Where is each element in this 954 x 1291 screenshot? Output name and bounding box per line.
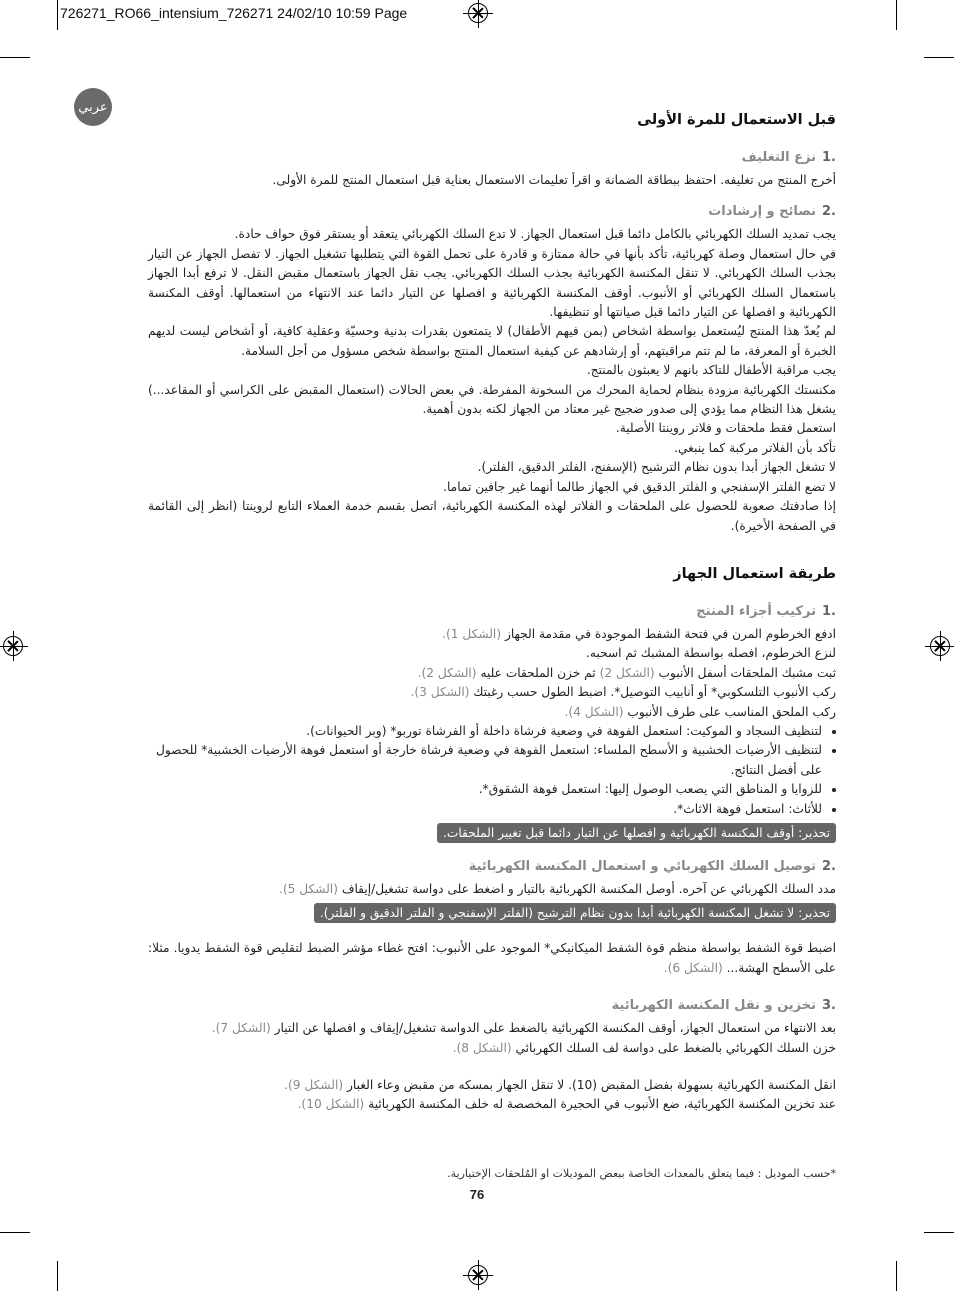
- subsection-heading-connection: .2توصيل السلك الكهربائي و استعمال المكنسة الكهربائية: [468, 858, 836, 874]
- paragraph: ركب الملحق المناسب على طرف الأنبوب (الشكل 4).: [564, 704, 836, 719]
- list-item: • للزوايا و المناطق التي يصعب الوصول إليها: استعمل فوهة الشقوق*.: [148, 780, 822, 799]
- paragraph: يجب مراقبة الأطفال للتاكد بانهم لا يعبثون بالمنتج.: [586, 363, 836, 378]
- paragraph: إذا صادفتك صعوبة للحصول على الملحقات و الفلاتر لهذه المكنسة الكهربائية، اتصل بقسم خدمة العملاء التابع لروينتا (انظر إلى القائمة في الصفحة الأخيرة).: [148, 499, 836, 533]
- crop-mark: [57, 0, 58, 30]
- list-item: • لتنظيف الأرضيات الخشبية و الأسطح الملساء: استعمل الفوهة في وضعية فرشاة خارجة أو استعمل فوهة الأرضيات الخشبية* للحصول على أفضل النتائج.: [148, 741, 822, 780]
- section-title-before-first-use: قبل الاستعمال للمرة الأولى: [637, 112, 836, 128]
- print-header: 726271_RO66_intensium_726271 24/02/10 10:59 Page: [60, 5, 408, 21]
- crop-mark: [57, 1261, 58, 1291]
- paragraph: استعمل فقط ملحقات و فلاتر روينتا الأصلية.: [615, 421, 836, 436]
- paragraph: مدد السلك الكهربائي عن آخره. أوصل المكنسة الكهربائية بالتيار و اضغط على دواسة تشغيل/إيقاف (الشكل 5).: [278, 881, 836, 896]
- paragraph: لا تضع الفلتر الإسفنجي و الفلتر الدقيق في الجهاز طالما أنهما غير جافين تماما.: [443, 479, 836, 494]
- crop-mark: [924, 1232, 954, 1233]
- crop-mark: [0, 57, 30, 58]
- list-item: • لتنظيف السجاد و الموكيت: استعمل الفوهة في وضعية فرشاة داخلة أو الفرشاة توربو* (وبر الحيوانات).: [148, 722, 822, 741]
- footnote: *حسب الموديل : فيما يتعلق بالمعدات الخاصة ببعض الموديلات او المُلحقات الإختيارية.: [447, 1167, 836, 1180]
- paragraph: اضبط قوة الشفط بواسطة منظم قوة الشفط الميكانيكي* الموجود على الأنبوب: افتح غطاء مؤشر الضبط لتقليص قوة الشفط يدويا. مثلا: على الأسطح الهشة... (الشكل 6).: [148, 941, 836, 975]
- page-content: [148, 112, 836, 1115]
- page-number: 76: [469, 1187, 485, 1202]
- language-badge: عربي: [74, 88, 112, 126]
- warning-banner: تحذير: لا تشغل المكنسة الكهربائية أبدا بدون نظام الترشيح (الفلتر الإسفنجي و الفلتر الدقيق و الفلتر).: [314, 903, 836, 923]
- crop-mark: [896, 0, 897, 30]
- paragraph: انقل المكنسة الكهربائية بسهولة بفضل المقبض (10). لا تنقل الجهاز بمسكه من مقبض وعاء الغبار (الشكل 9).: [284, 1078, 836, 1092]
- subsection-heading-storage: .3تخزين و نقل المكنسة الكهربائية: [611, 998, 836, 1014]
- paragraph: خزن السلك الكهربائي بالضغط على دواسة لف السلك الكهربائي (الشكل 8).: [452, 1040, 836, 1055]
- paragraph: مكنستك الكهربائية مزودة بنظام لحماية المحرك من السخونة المفرطة. في بعض الحالات (استعمال المقبض على الكراسي أو المقاعد...) يشغل هذا النظام مما يؤدي إلى صدور ضجيج غير معتاد من الجهاز لكنه بدون أهمية.: [148, 382, 836, 417]
- paragraph: عند تخزين المكنسة الكهربائية، ضع الأنبوب في الحجيرة المخصصة له خلف المكنسة الكهربائية (الشكل 10).: [297, 1097, 836, 1112]
- paragraph: لا تشغل الجهاز أبدا بدون نظام الترشيح (الإسفنج، الفلتر الدقيق، الفلتر).: [477, 460, 836, 475]
- paragraph: أخرج المنتج من تغليفه. احتفظ ببطاقة الضمانة و اقرأ تعليمات الاستعمال بعناية قبل استعمال المنتج للمرة الأولى.: [272, 173, 836, 187]
- registration-mark-right: [930, 636, 950, 656]
- paragraph: ثبت مشبك الملحقات أسفل الأنبوب (الشكل 2) ثم خزن الملحقات عليه (الشكل 2).: [417, 665, 836, 680]
- warning-banner: تحذير: أوقف المكنسة الكهربائية و افصلها عن التيار دائما قبل تغيير الملحقات.: [437, 823, 836, 843]
- section-title-usage: طريقة استعمال الجهاز: [673, 565, 836, 582]
- crop-mark: [896, 1261, 897, 1291]
- subsection-heading-advice: .2نصائح و إرشادات: [708, 204, 836, 220]
- list-item: • للأثاث: استعمل فوهة الاثاث*.: [148, 800, 822, 819]
- paragraph: لنزع الخرطوم، افصله بواسطة المشبك ثم اسحبه.: [586, 646, 836, 661]
- paragraph: لم يُعدّ هذا المنتج ليُستعمل بواسطة اشخاص (بمن فيهم الأطفال) لا يتمتعون بقدرات بدنية وحسيّة وعقلية كافية، أو أشخاص ليست لديهم الخبرة أو المعرفة، ما لم تتم مراقبتهم، أو إرشادهم عن كيفية استعمال المنتج بواسطة شخص مسؤول من أجل السلامة.: [148, 324, 836, 358]
- bullet-list: [148, 722, 836, 819]
- crop-mark: [0, 1232, 30, 1233]
- subsection-heading-unpacking: .1نزع التغليف: [741, 150, 836, 165]
- paragraph: يجب تمديد السلك الكهربائي بالكامل دائما قبل استعمال الجهاز. لا تدع السلك الكهربائي يتعقد أو يستقر فوق حواف حادة.: [234, 227, 836, 242]
- subsection-heading-assembly: .1تركيب أجزاء المنتج: [696, 603, 836, 619]
- registration-mark-left: [3, 636, 23, 656]
- paragraph: ادفع الخرطوم المرن في فتحة الشفط الموجودة في مقدمة الجهاز (الشكل 1).: [442, 626, 836, 641]
- paragraph: ركب الأنبوب التلسكوبي* أو أنابيب التوصيل*. اضبط الطول حسب رغبتك (الشكل 3).: [410, 685, 836, 700]
- paragraph: بعد الانتهاء من استعمال الجهاز، أوقف المكنسة الكهربائية بالضغط على الدواسة تشغيل/إيقاف و افصلها عن التيار (الشكل 7).: [211, 1021, 836, 1036]
- registration-mark-top: [468, 3, 488, 23]
- registration-mark-bottom: [468, 1265, 488, 1285]
- paragraph: تأكد بأن الفلاتر مركبة كما ينبغي.: [674, 440, 836, 455]
- crop-mark: [924, 57, 954, 58]
- paragraph: في حال استعمال وصلة كهربائية، تأكد بأنها في حالة ممتازة و قادرة على تحمل القوة التي يتطلبها تشغيل الجهاز. لا تفصل الجهاز عن التيار بجذب السلك الكهربائي. لا تنقل المكنسة الكهربائية بجذب السلك الكهربائي. يجب نقل الجهاز باستعمال مقبض النقل. لا ترفع أبدا الجهاز باستعمال السلك الكهربائي أو الأنبوب. أوقف المكنسة الكهربائية و افصلها عن التيار دائما عند الانتهاء من استعمالها. أوقف المكنسة الكهربائية و افصلها عن التيار دائما قبل صيانتها أو تنظيفها.: [148, 246, 836, 320]
